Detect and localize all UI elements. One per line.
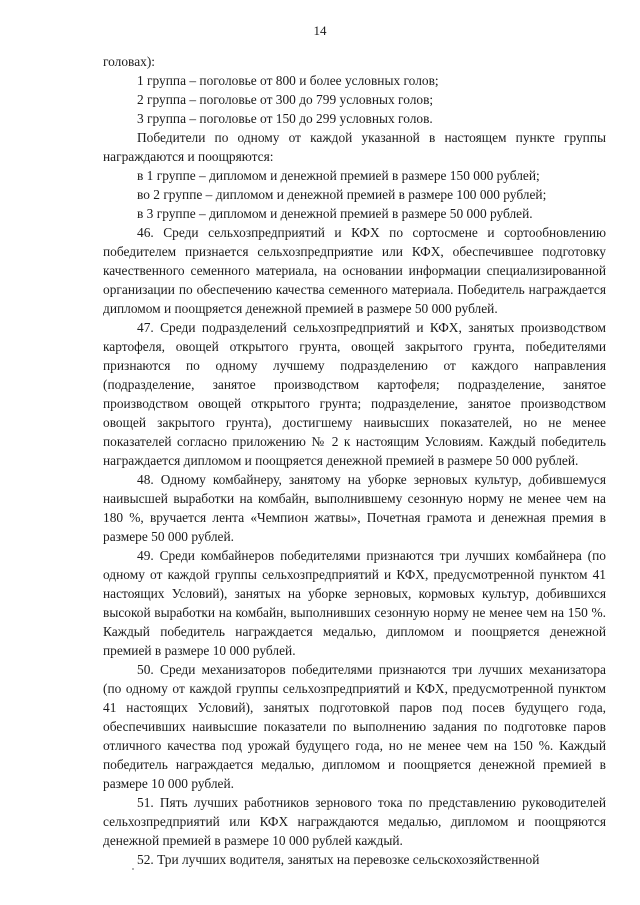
document-body (103, 52, 606, 869)
list-item-group-2: 2 группа – поголовье от 300 до 799 условных голов; (137, 92, 434, 107)
page-number: 14 (313, 23, 327, 38)
paragraph-48: 48. Одному комбайнеру, занятому на уборке зерновых культур, добившемуся наивысшей выработки на комбайн, выполнившему сезонную норму не менее чем на 180 %, вручается лента «Чемпион жатвы», Почетная грамота и денежная премия в размере 50 000 рублей. (103, 472, 606, 544)
scan-dot (132, 868, 134, 870)
paragraph-continuation: головах): (103, 54, 156, 69)
paragraph-52: 52. Три лучших водителя, занятых на перевозке сельскохозяйственной (137, 852, 540, 867)
paragraph-51: 51. Пять лучших работников зернового тока по представлению руководителей сельхозпредприятий или КФХ награждаются медалью, дипломом и поощряются денежной премией в размере 10 000 рублей каждый. (103, 795, 606, 848)
paragraph-winners: Победители по одному от каждой указанной в настоящем пункте группы награждаются и поощряются: (103, 130, 606, 164)
paragraph-46: 46. Среди сельхозпредприятий и КФХ по сортосмене и сортообновлению победителем признается сельхозпредприятие или КФХ, обеспечившее подготовку качественного семенного материала, на основании информации специализированной организации по обеспечению качества семенного материала. Победитель награждается дипломом и поощряется денежной премией в размере 50 000 рублей. (103, 225, 606, 316)
paragraph-47: 47. Среди подразделений сельхозпредприятий и КФХ, занятых производством картофеля, овощей открытого грунта, овощей закрытого грунта, победителями признаются по одному лучшему подразделению от каждого направления (подразделение, занятое производством картофеля; подразделение, занятое производством овощей открытого грунта; подразделение, занятое производством овощей закрытого грунта), достигшему наивысших показателей, но не менее показателей согласно приложению № 2 к настоящим Условиям. Каждый победитель награждается дипломом и поощряется денежной премией в размере 50 000 рублей. (103, 320, 606, 468)
list-item-award-3: в 3 группе – дипломом и денежной премией в размере 50 000 рублей. (137, 206, 533, 221)
paragraph-49: 49. Среди комбайнеров победителями признаются три лучших комбайнера (по одному от каждой группы сельхозпредприятий и КФХ, предусмотренной пунктом 41 настоящих Условий), занятых на уборке зерновых, кормовых культур, добившихся высокой выработки на комбайн, выполнивших сезонную норму не менее чем на 150 %. Каждый победитель награждается медалью, дипломом и поощряется денежной премией в размере 10 000 рублей. (103, 548, 606, 658)
list-item-group-1: 1 группа – поголовье от 800 и более условных голов; (137, 73, 439, 88)
paragraph-50: 50. Среди механизаторов победителями признаются три лучших механизатора (по одному от каждой группы сельхозпредприятий и КФХ, предусмотренной пунктом 41 настоящих Условий), занятых подготовкой паров под посев будущего года, обеспечивших наивысшие показатели по выполнению задания по подготовке паров отличного качества под урожай будущего года, но не менее чем на 150 %. Каждый победитель награждается медалью, дипломом и поощряется денежной премией в размере 10 000 рублей. (103, 662, 606, 791)
list-item-group-3: 3 группа – поголовье от 150 до 299 условных голов. (137, 111, 433, 126)
list-item-award-2: во 2 группе – дипломом и денежной премией в размере 100 000 рублей; (137, 187, 547, 202)
list-item-award-1: в 1 группе – дипломом и денежной премией в размере 150 000 рублей; (137, 168, 540, 183)
